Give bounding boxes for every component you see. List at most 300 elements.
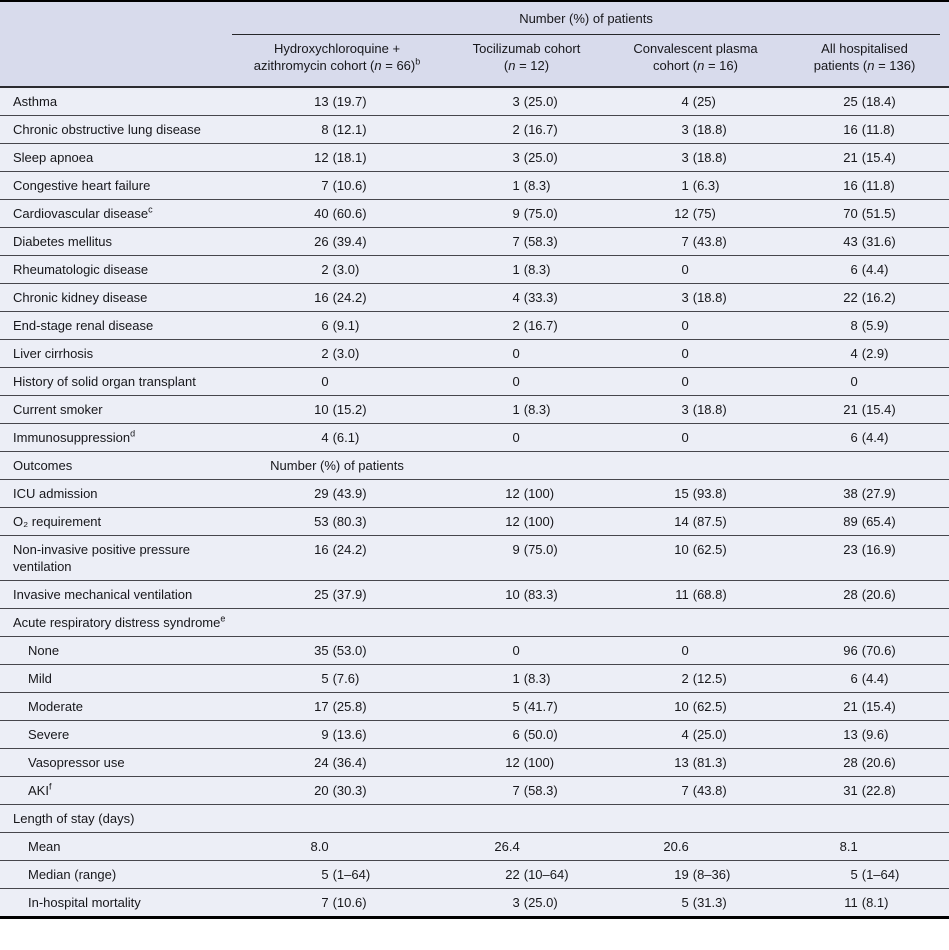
value-number: 6 <box>321 318 329 333</box>
value-number: 6 <box>850 262 858 277</box>
value-cell <box>442 665 611 693</box>
value-number: 53 <box>314 514 329 529</box>
spanner-header-label: Number (%) of patients <box>232 2 940 35</box>
value-cell <box>780 256 949 284</box>
value <box>780 233 949 250</box>
value-percent: (9.1) <box>332 318 360 333</box>
value-number: 13 <box>674 755 689 770</box>
value-cell <box>611 172 780 200</box>
value-cell <box>780 368 949 396</box>
value-cell <box>442 87 611 116</box>
value <box>611 345 780 362</box>
value-cell <box>232 777 442 805</box>
table-row <box>0 340 949 368</box>
value-number: 5 <box>681 895 689 910</box>
value <box>611 485 780 502</box>
row-label: Invasive mechanical ventilation <box>0 581 232 609</box>
value-cell <box>611 889 780 918</box>
empty-cell <box>611 452 780 480</box>
value-number: 3 <box>681 402 689 417</box>
value-cell <box>611 508 780 536</box>
value <box>611 205 780 222</box>
value <box>780 205 949 222</box>
value <box>780 866 949 883</box>
value-percent: (1–64) <box>332 867 371 882</box>
value-cell <box>611 637 780 665</box>
value-number: 9 <box>512 206 520 221</box>
value-percent: (18.4) <box>861 94 896 109</box>
value-number: 2 <box>321 262 329 277</box>
value <box>442 149 611 166</box>
value-percent: (15.4) <box>861 150 896 165</box>
value-cell <box>442 749 611 777</box>
value-cell <box>442 861 611 889</box>
table-row <box>0 749 949 777</box>
value-percent: (8.3) <box>523 671 551 686</box>
value-cell <box>232 228 442 256</box>
value <box>611 289 780 306</box>
value-cell <box>442 424 611 452</box>
value-number: 1 <box>512 402 520 417</box>
value <box>232 782 442 799</box>
value <box>780 513 949 530</box>
value <box>442 289 611 306</box>
value-cell <box>611 256 780 284</box>
empty-cell <box>442 452 611 480</box>
value-percent: (18.1) <box>332 150 367 165</box>
value <box>442 121 611 138</box>
value-number: 35 <box>314 643 329 658</box>
value-percent: (30.3) <box>332 783 367 798</box>
value-cell <box>442 284 611 312</box>
value-number: 2 <box>681 671 689 686</box>
value <box>611 373 780 390</box>
row-label: Mean <box>0 833 232 861</box>
value-cell <box>780 665 949 693</box>
value-percent: (9.6) <box>861 727 889 742</box>
value-percent: (83.3) <box>523 587 558 602</box>
value-percent: (70.6) <box>861 643 896 658</box>
value-number: 23 <box>843 542 858 557</box>
value-number: 1 <box>512 671 520 686</box>
value-cell <box>442 144 611 172</box>
value-cell <box>780 833 949 861</box>
value-percent: (1–64) <box>861 867 900 882</box>
value-number: 3 <box>512 94 520 109</box>
table-row <box>0 693 949 721</box>
value-cell <box>232 693 442 721</box>
value <box>780 894 949 911</box>
value <box>611 177 780 194</box>
value-cell <box>611 693 780 721</box>
value-cell <box>611 861 780 889</box>
table-row <box>0 777 949 805</box>
value <box>232 866 442 883</box>
row-label: Liver cirrhosis <box>0 340 232 368</box>
value-percent <box>329 838 442 855</box>
value-cell <box>611 777 780 805</box>
value-percent <box>689 373 780 390</box>
value-number: 1 <box>512 178 520 193</box>
column-header-row <box>0 35 949 87</box>
value-cell <box>232 172 442 200</box>
value-percent <box>520 642 611 659</box>
table-row <box>0 116 949 144</box>
note-cell <box>232 452 442 480</box>
table-row <box>0 861 949 889</box>
value-cell <box>780 312 949 340</box>
value-number: 22 <box>505 867 520 882</box>
value <box>611 698 780 715</box>
value-percent: (25.0) <box>692 727 727 742</box>
value <box>232 586 442 603</box>
table-row <box>0 284 949 312</box>
value-number: 7 <box>321 178 329 193</box>
row-label: ICU admission <box>0 480 232 508</box>
value-percent <box>520 373 611 390</box>
value <box>611 586 780 603</box>
value <box>442 233 611 250</box>
value-cell <box>442 340 611 368</box>
value-cell <box>780 144 949 172</box>
value-cell <box>780 721 949 749</box>
row-label: Rheumatologic disease <box>0 256 232 284</box>
value-percent: (62.5) <box>692 699 727 714</box>
value <box>442 485 611 502</box>
value-cell <box>780 228 949 256</box>
value-cell <box>442 312 611 340</box>
value-number: 21 <box>843 150 858 165</box>
table-header <box>0 1 949 87</box>
value-cell <box>442 833 611 861</box>
value-number: 3 <box>681 150 689 165</box>
value-percent: (15.2) <box>332 402 367 417</box>
value-number: 5 <box>512 699 520 714</box>
row-label: Median (range) <box>0 861 232 889</box>
value-percent: (87.5) <box>692 514 727 529</box>
value-cell <box>780 396 949 424</box>
table-row <box>0 721 949 749</box>
value-percent: (31.3) <box>692 895 727 910</box>
table-body <box>0 87 949 918</box>
value-cell <box>232 833 442 861</box>
value-number: 26.4 <box>494 839 520 854</box>
value-number: 12 <box>314 150 329 165</box>
value-number: 28 <box>843 755 858 770</box>
value <box>780 429 949 446</box>
value-percent <box>520 429 611 446</box>
value <box>232 121 442 138</box>
value-percent <box>520 345 611 362</box>
value <box>232 429 442 446</box>
value-number: 12 <box>505 486 520 501</box>
value <box>232 373 442 390</box>
value-percent: (11.8) <box>861 178 895 193</box>
column-header <box>232 35 442 87</box>
value <box>232 726 442 743</box>
value-cell <box>232 200 442 228</box>
value-cell <box>442 889 611 918</box>
value-cell <box>780 536 949 581</box>
value-number: 16 <box>843 122 858 137</box>
value-cell <box>232 116 442 144</box>
value-cell <box>232 889 442 918</box>
value-cell <box>780 340 949 368</box>
value-percent: (4.4) <box>861 430 889 445</box>
value-number: 11 <box>844 895 858 910</box>
value-number: 29 <box>314 486 329 501</box>
value <box>780 670 949 687</box>
value <box>611 261 780 278</box>
value-cell <box>611 312 780 340</box>
value-cell <box>232 396 442 424</box>
value <box>780 401 949 418</box>
value-percent: (58.3) <box>523 783 558 798</box>
table-row <box>0 665 949 693</box>
value-percent: (81.3) <box>692 755 727 770</box>
value <box>442 541 611 558</box>
row-label: Mild <box>0 665 232 693</box>
value <box>611 726 780 743</box>
value <box>780 782 949 799</box>
value-cell <box>442 693 611 721</box>
value-cell <box>780 508 949 536</box>
row-label: O₂ requirement <box>0 508 232 536</box>
value <box>442 401 611 418</box>
value-number: 10 <box>505 587 520 602</box>
table-row <box>0 581 949 609</box>
value <box>442 894 611 911</box>
value-percent: (24.2) <box>332 542 367 557</box>
value-percent: (75) <box>692 206 716 221</box>
table-row <box>0 833 949 861</box>
value <box>232 485 442 502</box>
value <box>442 642 611 659</box>
value-percent <box>858 373 949 390</box>
value-percent: (16.9) <box>861 542 896 557</box>
value <box>442 261 611 278</box>
column-header-label: Tocilizumab cohort (n = 12) <box>472 41 581 73</box>
value-percent: (6.3) <box>692 178 720 193</box>
value-percent <box>689 642 780 659</box>
value-cell <box>442 116 611 144</box>
value-number: 16 <box>314 290 329 305</box>
value <box>780 177 949 194</box>
value-percent: (16.7) <box>523 122 558 137</box>
value <box>611 782 780 799</box>
value <box>232 541 442 558</box>
value-number: 0 <box>681 346 689 361</box>
value <box>611 121 780 138</box>
value-number: 9 <box>321 727 329 742</box>
value-percent: (25.0) <box>523 895 558 910</box>
value-number: 21 <box>843 402 858 417</box>
value-number: 96 <box>843 643 858 658</box>
value-cell <box>611 581 780 609</box>
value-percent: (100) <box>523 755 555 770</box>
value-cell <box>780 87 949 116</box>
value-percent: (50.0) <box>523 727 558 742</box>
row-label: In-hospital mortality <box>0 889 232 918</box>
value-cell <box>232 368 442 396</box>
table-row <box>0 256 949 284</box>
value <box>780 642 949 659</box>
value <box>780 698 949 715</box>
value-cell <box>442 508 611 536</box>
value-percent: (15.4) <box>861 402 896 417</box>
table-row <box>0 172 949 200</box>
value-number: 24 <box>314 755 329 770</box>
table-row <box>0 536 949 581</box>
value-percent: (25) <box>692 94 716 109</box>
value <box>780 261 949 278</box>
value-number: 8 <box>850 318 858 333</box>
value-number: 0 <box>321 374 329 389</box>
value-percent: (7.6) <box>332 671 360 686</box>
value <box>780 754 949 771</box>
value <box>442 93 611 110</box>
value <box>611 642 780 659</box>
value-percent: (58.3) <box>523 234 558 249</box>
value-percent: (5.9) <box>861 318 889 333</box>
value-number: 89 <box>843 514 858 529</box>
value <box>232 642 442 659</box>
value-percent: (8–36) <box>692 867 731 882</box>
row-label: Outcomes <box>0 452 232 480</box>
value-number: 12 <box>674 206 689 221</box>
value <box>232 205 442 222</box>
value-number: 14 <box>674 514 689 529</box>
row-label: Length of stay (days) <box>0 805 949 833</box>
value-number: 0 <box>512 430 520 445</box>
value-number: 4 <box>681 727 689 742</box>
table-row <box>0 144 949 172</box>
value-percent: (11.8) <box>861 122 895 137</box>
value-cell <box>780 172 949 200</box>
value-number: 1 <box>512 262 520 277</box>
value <box>442 838 611 855</box>
value-cell <box>232 144 442 172</box>
value-number: 0 <box>512 374 520 389</box>
row-label: Diabetes mellitus <box>0 228 232 256</box>
value-percent: (16.7) <box>523 318 558 333</box>
value-cell <box>232 256 442 284</box>
value-number: 0 <box>681 262 689 277</box>
value-number: 21 <box>843 699 858 714</box>
value-percent <box>329 373 442 390</box>
value-cell <box>611 833 780 861</box>
value-cell <box>232 581 442 609</box>
value-cell <box>780 861 949 889</box>
value-number: 7 <box>321 895 329 910</box>
value-cell <box>232 721 442 749</box>
value-cell <box>611 284 780 312</box>
value-percent: (68.8) <box>692 587 727 602</box>
value-percent: (18.8) <box>692 150 727 165</box>
value-number: 8.1 <box>839 839 858 854</box>
value <box>232 177 442 194</box>
value-cell <box>611 536 780 581</box>
value-number: 13 <box>314 94 329 109</box>
value-number: 31 <box>843 783 858 798</box>
row-label: History of solid organ transplant <box>0 368 232 396</box>
value-cell <box>611 665 780 693</box>
value <box>442 177 611 194</box>
value-percent: (93.8) <box>692 486 727 501</box>
value-percent: (75.0) <box>523 542 558 557</box>
value <box>232 289 442 306</box>
value <box>780 121 949 138</box>
table-row <box>0 368 949 396</box>
value-cell <box>232 749 442 777</box>
value-number: 0 <box>850 374 858 389</box>
value-percent <box>858 838 949 855</box>
value <box>232 317 442 334</box>
value-cell <box>780 200 949 228</box>
value-percent: (43.9) <box>332 486 367 501</box>
value <box>232 513 442 530</box>
value-cell <box>611 480 780 508</box>
value-cell <box>780 777 949 805</box>
value-number: 28 <box>843 587 858 602</box>
value-number: 13 <box>843 727 858 742</box>
value-number: 4 <box>321 430 329 445</box>
value <box>442 726 611 743</box>
value-cell <box>232 87 442 116</box>
value-cell <box>442 721 611 749</box>
value-percent <box>689 345 780 362</box>
value-cell <box>442 256 611 284</box>
table-row <box>0 200 949 228</box>
value-percent: (43.8) <box>692 234 727 249</box>
value-number: 16 <box>314 542 329 557</box>
value-number: 5 <box>321 671 329 686</box>
value-cell <box>232 480 442 508</box>
value-percent: (22.8) <box>861 783 896 798</box>
value <box>611 541 780 558</box>
value <box>442 866 611 883</box>
row-label: End-stage renal disease <box>0 312 232 340</box>
value-number: 0 <box>512 346 520 361</box>
value <box>442 205 611 222</box>
value <box>232 401 442 418</box>
value-percent: (18.8) <box>692 290 727 305</box>
value-number: 7 <box>681 234 689 249</box>
value-cell <box>611 340 780 368</box>
value-cell <box>780 284 949 312</box>
row-label: Asthma <box>0 87 232 116</box>
value <box>232 670 442 687</box>
value-cell <box>232 424 442 452</box>
value <box>780 345 949 362</box>
value <box>611 754 780 771</box>
value-cell <box>442 777 611 805</box>
value-percent: (8.3) <box>523 262 551 277</box>
value <box>780 93 949 110</box>
value-percent: (27.9) <box>861 486 896 501</box>
value-number: 25 <box>843 94 858 109</box>
value-cell <box>232 284 442 312</box>
value-percent: (4.4) <box>861 671 889 686</box>
value-number: 11 <box>675 587 689 602</box>
row-label: Chronic obstructive lung disease <box>0 116 232 144</box>
value-percent: (39.4) <box>332 234 367 249</box>
value-cell <box>442 637 611 665</box>
value-percent: (36.4) <box>332 755 367 770</box>
value-cell <box>442 396 611 424</box>
value-number: 20 <box>314 783 329 798</box>
value <box>232 149 442 166</box>
